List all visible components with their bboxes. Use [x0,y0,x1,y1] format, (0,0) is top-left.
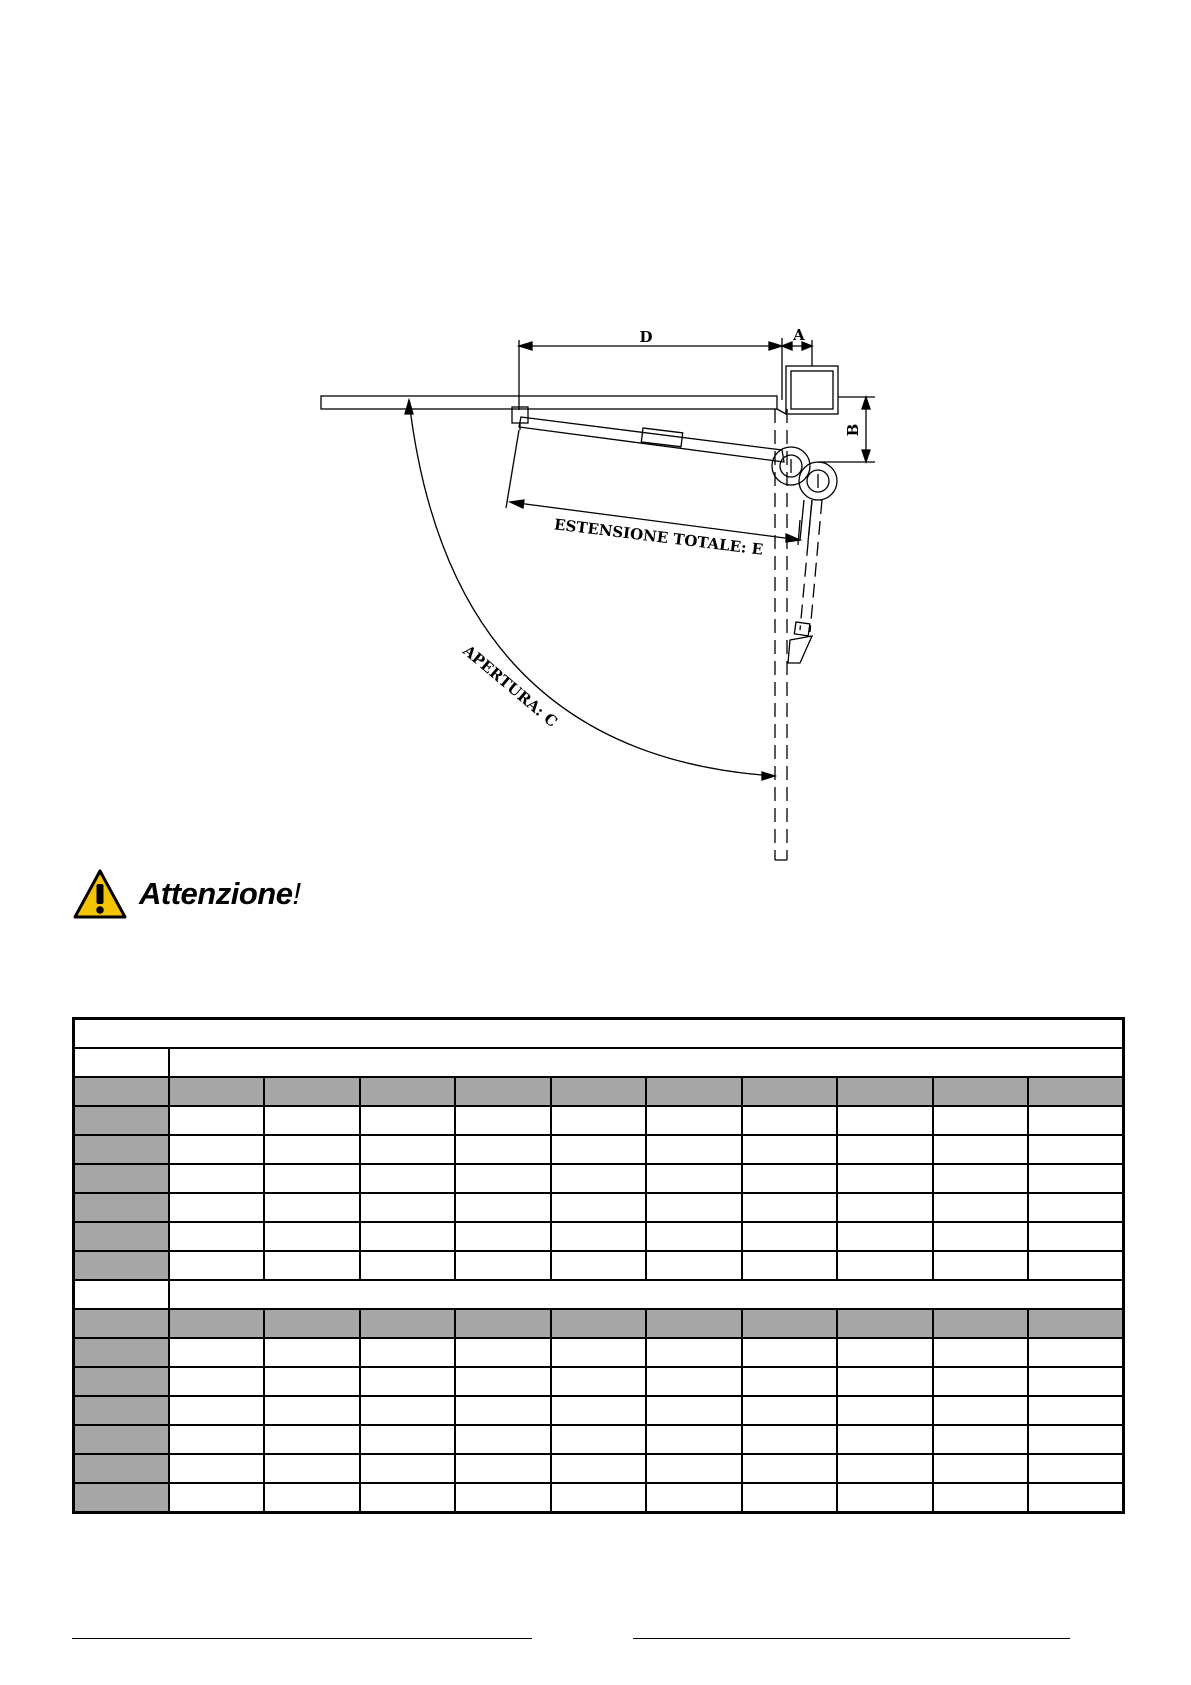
table-cell [551,1367,647,1396]
table-cell [264,1251,360,1280]
table-cell [264,1309,360,1338]
table-cell [646,1454,742,1483]
footer-divider-left [72,1638,532,1639]
table-cell [837,1483,933,1513]
table-cell [74,1454,169,1483]
table-cell [360,1135,456,1164]
table-cell [742,1483,838,1513]
table-cell [837,1135,933,1164]
table-cell [1028,1164,1124,1193]
table-cell [551,1396,647,1425]
table-cell [1028,1077,1124,1106]
table-cell [551,1193,647,1222]
dim-label-a: A [793,326,805,344]
table-cell [933,1164,1029,1193]
table-cell [742,1309,838,1338]
table-cell [360,1077,456,1106]
table-cell [646,1135,742,1164]
table-cell [933,1367,1029,1396]
specification-table [72,1017,1125,1514]
table-cell [742,1222,838,1251]
table-cell [742,1251,838,1280]
table-cell [551,1338,647,1367]
table-title-row [74,1019,1124,1049]
table-cell [742,1135,838,1164]
table-cell [455,1106,551,1135]
table-cell [1028,1135,1124,1164]
table-cell [360,1193,456,1222]
gate-leaf [321,396,777,409]
table-row [74,1251,1124,1280]
table-cell [551,1106,647,1135]
warning-notice [73,866,301,922]
table-cell [837,1164,933,1193]
table-cell [455,1367,551,1396]
table-row [74,1483,1124,1513]
warning-exclamation: ! [292,876,301,911]
table-cell [837,1251,933,1280]
table-cell [360,1251,456,1280]
table-cell [742,1077,838,1106]
table-cell [74,1367,169,1396]
dim-label-e: ESTENSIONE TOTALE: E [553,515,765,559]
table-cell [837,1396,933,1425]
table-cell [74,1048,169,1077]
table-cell [837,1193,933,1222]
table-cell [360,1396,456,1425]
table-cell [646,1106,742,1135]
table-cell [74,1425,169,1454]
table-cell [360,1164,456,1193]
table-cell [264,1106,360,1135]
table-cell [455,1483,551,1513]
pillar [786,366,838,414]
table-row [74,1193,1124,1222]
table-cell [264,1425,360,1454]
table-cell [646,1164,742,1193]
table-cell [1028,1193,1124,1222]
table-cell [933,1106,1029,1135]
table-cell [551,1309,647,1338]
dim-label-d: D [639,328,653,346]
table-row [74,1396,1124,1425]
table-cell [264,1077,360,1106]
table-cell [742,1338,838,1367]
table-cell [933,1251,1029,1280]
table-cell [1028,1338,1124,1367]
table-row [74,1338,1124,1367]
table-cell [742,1425,838,1454]
table-cell [646,1367,742,1396]
table-cell [455,1135,551,1164]
table-cell [837,1222,933,1251]
table-cell [837,1077,933,1106]
table-cell [74,1483,169,1513]
table-row [74,1106,1124,1135]
table-cell [455,1193,551,1222]
table-cell [837,1106,933,1135]
table-cell [74,1019,1124,1049]
table-cell [169,1106,265,1135]
table-cell [551,1135,647,1164]
opening-arc [409,400,775,776]
table-cell [264,1164,360,1193]
table-cell [169,1077,265,1106]
table-row [74,1164,1124,1193]
table-cell [1028,1106,1124,1135]
table-cell [169,1338,265,1367]
table-cell [455,1309,551,1338]
table-cell [74,1193,169,1222]
table-cell [264,1222,360,1251]
motor-arm [519,417,784,462]
table-cell [169,1396,265,1425]
table-cell [933,1309,1029,1338]
table-cell [646,1309,742,1338]
table-cell [1028,1251,1124,1280]
table-cell [360,1106,456,1135]
table-row [74,1222,1124,1251]
table-cell [646,1251,742,1280]
table-cell [264,1396,360,1425]
table-cell [169,1425,265,1454]
table-cell [646,1222,742,1251]
table-cell [455,1164,551,1193]
table-cell [646,1396,742,1425]
table-cell [169,1483,265,1513]
table-cell [837,1367,933,1396]
table-cell [1028,1222,1124,1251]
table-cell [551,1077,647,1106]
table-cell [1028,1483,1124,1513]
table-cell [742,1164,838,1193]
table-cell [837,1454,933,1483]
table-cell [169,1309,265,1338]
table-cell [646,1077,742,1106]
table-row [74,1454,1124,1483]
table-cell [1028,1425,1124,1454]
table-cell [551,1251,647,1280]
table-cell [455,1251,551,1280]
table-cell [74,1396,169,1425]
warning-triangle-icon [73,868,127,920]
table-cell [455,1222,551,1251]
table-cell [455,1338,551,1367]
table-cell [933,1338,1029,1367]
table-cell [74,1338,169,1367]
table-cell [1028,1367,1124,1396]
table-cell [551,1222,647,1251]
table-cell [169,1048,1124,1077]
header-row [74,1077,1124,1106]
section-row [74,1048,1124,1077]
table-cell [455,1396,551,1425]
table-cell [264,1483,360,1513]
header-row [74,1309,1124,1338]
table-cell [837,1425,933,1454]
table-cell [742,1396,838,1425]
table-cell [933,1193,1029,1222]
section-row [74,1280,1124,1309]
table-cell [455,1454,551,1483]
table-cell [933,1135,1029,1164]
table-cell [74,1280,169,1309]
table-row [74,1135,1124,1164]
table-cell [74,1251,169,1280]
table-cell [360,1338,456,1367]
table-cell [646,1193,742,1222]
table-cell [837,1338,933,1367]
table-cell [360,1425,456,1454]
table-cell [360,1309,456,1338]
table-cell [264,1338,360,1367]
table-cell [169,1193,265,1222]
table-cell [1028,1396,1124,1425]
table-cell [169,1367,265,1396]
table-cell [646,1483,742,1513]
table-cell [933,1454,1029,1483]
table-cell [933,1483,1029,1513]
table-cell [933,1077,1029,1106]
table-cell [360,1454,456,1483]
table-cell [742,1367,838,1396]
table-cell [264,1454,360,1483]
table-cell [933,1396,1029,1425]
table-cell [551,1425,647,1454]
table-cell [74,1106,169,1135]
table-cell [455,1425,551,1454]
footer-divider-right [633,1638,1070,1639]
table-cell [742,1193,838,1222]
table-cell [455,1077,551,1106]
table-cell [360,1483,456,1513]
table-cell [74,1077,169,1106]
table-cell [551,1164,647,1193]
table-cell [74,1222,169,1251]
table-cell [1028,1454,1124,1483]
table-cell [933,1425,1029,1454]
table-cell [742,1454,838,1483]
table-cell [169,1135,265,1164]
table-cell [169,1164,265,1193]
table-cell [264,1367,360,1396]
table-cell [646,1425,742,1454]
table-cell [551,1483,647,1513]
table-cell [169,1454,265,1483]
table-cell [74,1164,169,1193]
table-row [74,1425,1124,1454]
table-cell [169,1280,1124,1309]
warning-label: Attenzione [139,876,293,911]
table-cell [74,1309,169,1338]
table-cell [551,1454,647,1483]
table-cell [933,1222,1029,1251]
table-cell [169,1222,265,1251]
table-cell [360,1367,456,1396]
table-cell [360,1222,456,1251]
table-cell [837,1309,933,1338]
table-cell [742,1106,838,1135]
table-cell [74,1135,169,1164]
table-cell [169,1251,265,1280]
table-row [74,1367,1124,1396]
dim-label-c: APERTURA: C [459,641,562,731]
table-cell [264,1135,360,1164]
table-cell [1028,1309,1124,1338]
dim-label-b: B [844,423,862,437]
table-cell [264,1193,360,1222]
table-cell [646,1338,742,1367]
